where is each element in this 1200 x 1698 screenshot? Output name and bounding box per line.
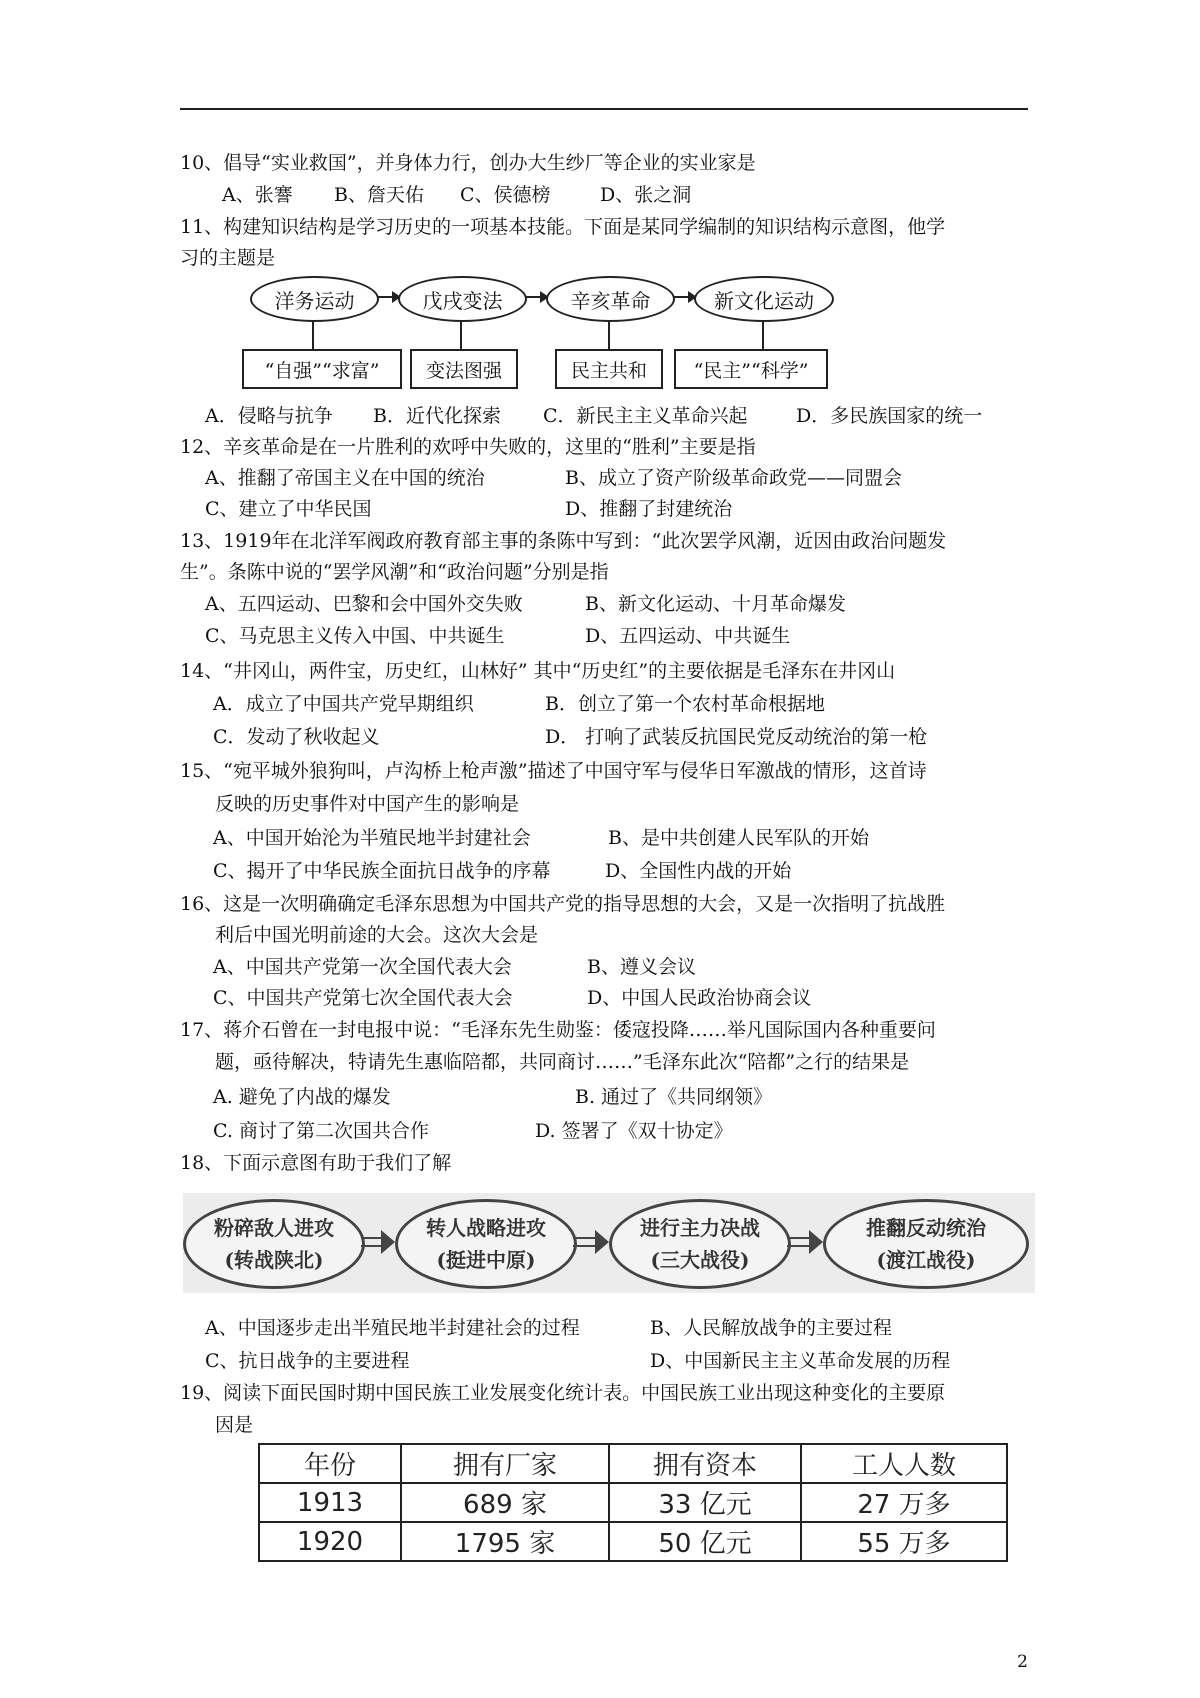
q17-option-d: D. 签署了《双十协定》 <box>535 1120 733 1142</box>
question-11-text-cont: 习的主题是 <box>180 247 276 269</box>
q14-option-a: A．成立了中国共产党早期组织 <box>213 693 474 715</box>
question-16-text: 16、这是一次明确确定毛泽东思想为中国共产党的指导思想的大会，又是一次指明了抗战胜 <box>180 893 946 915</box>
table-header-cell: 工人人数 <box>801 1444 1007 1483</box>
table-cell: 33 亿元 <box>609 1483 801 1522</box>
q14-option-d: D． 打响了武装反抗国民党反动统治的第一枪 <box>545 726 928 748</box>
table-row <box>259 1483 1007 1522</box>
diagram1-connector-3 <box>608 320 610 349</box>
question-11-text: 11、构建知识结构是学习历史的一项基本技能。下面是某同学编制的知识结构示意图，他学 <box>180 216 946 238</box>
diagram1-connector-4 <box>762 320 764 349</box>
diagram1-arrow-3 <box>673 296 695 298</box>
question-15-text: 15、“宛平城外狼狗叫，卢沟桥上枪声激”描述了中国守军与侵华日军激战的情形，这首诗 <box>180 760 927 782</box>
q13-option-d: D、五四运动、中共诞生 <box>585 625 791 647</box>
q12-option-d: D、推翻了封建统治 <box>565 498 733 520</box>
diagram1-box-3: 民主共和 <box>555 349 663 389</box>
table-cell: 55 万多 <box>801 1522 1007 1561</box>
table-cell: 50 亿元 <box>609 1522 801 1561</box>
diagram1-connector-1 <box>312 320 314 349</box>
q18-option-a: A、中国逐步走出半殖民地半封建社会的过程 <box>205 1317 580 1339</box>
q16-option-a: A、中国共产党第一次全国代表大会 <box>213 956 512 978</box>
table-cell: 1920 <box>259 1522 401 1561</box>
q14-option-b: B．创立了第一个农村革命根据地 <box>545 693 825 715</box>
q13-option-a: A、五四运动、巴黎和会中国外交失败 <box>205 593 523 615</box>
q15-option-c: C、揭开了中华民族全面抗日战争的序幕 <box>213 860 551 882</box>
diagram2-stage-2-sub: (挺进中原) <box>436 1248 536 1272</box>
table-cell: 1913 <box>259 1483 401 1522</box>
q13-option-c: C、马克思主义传入中国、中共诞生 <box>205 625 505 647</box>
table-header-cell: 拥有资本 <box>609 1444 801 1483</box>
table-row <box>259 1522 1007 1561</box>
diagram2-stage-2-main: 转人战略进攻 <box>426 1216 546 1240</box>
industry-statistics-table <box>258 1443 1008 1562</box>
diagram1-box-4: “民主”“科学” <box>674 349 828 389</box>
q11-option-d: D．多民族国家的统一 <box>796 405 983 427</box>
question-17-text-cont: 题，亟待解决，特请先生惠临陪都，共同商讨……”毛泽东此次“陪都”之行的结果是 <box>215 1051 910 1073</box>
question-19-text: 19、阅读下面民国时期中国民族工业发展变化统计表。中国民族工业出现这种变化的主要原 <box>180 1382 946 1404</box>
question-14-text: 14、“井冈山，两件宝，历史红，山林好” 其中“历史红”的主要依据是毛泽东在井冈山 <box>180 660 896 682</box>
question-19-text-cont: 因是 <box>215 1414 254 1436</box>
q10-option-a: A、张謇 <box>222 184 293 206</box>
diagram2-stage-4-sub: (渡江战役) <box>876 1248 976 1272</box>
q16-option-d: D、中国人民政治协商会议 <box>587 987 812 1009</box>
diagram1-arrow-1 <box>377 296 399 298</box>
q17-option-b: B. 通过了《共同纲领》 <box>575 1086 773 1108</box>
q14-option-c: C．发动了秋收起义 <box>213 726 380 748</box>
q15-option-b: B、是中共创建人民军队的开始 <box>608 827 869 849</box>
q18-option-d: D、中国新民主主义革命发展的历程 <box>650 1350 951 1372</box>
diagram1-stage-4: 新文化运动 <box>694 276 834 322</box>
q17-option-a: A. 避免了内战的爆发 <box>213 1086 391 1108</box>
page-number: 2 <box>1017 1652 1028 1672</box>
table-header-cell: 年份 <box>259 1444 401 1483</box>
diagram1-stage-2: 戊戌变法 <box>398 276 527 322</box>
question-15-text-cont: 反映的历史事件对中国产生的影响是 <box>215 793 520 815</box>
q16-option-b: B、遵义会议 <box>587 956 696 978</box>
diagram2-stage-4 <box>823 1199 1029 1289</box>
diagram2-arrow-2 <box>573 1237 609 1247</box>
header-rule <box>180 108 1028 110</box>
diagram1-box-2: 变法图强 <box>410 349 518 389</box>
table-cell: 27 万多 <box>801 1483 1007 1522</box>
diagram2-arrow-3 <box>787 1237 823 1247</box>
question-10-text: 10、倡导“实业救国”，并身体力行，创办大生纱厂等企业的实业家是 <box>180 152 756 174</box>
q18-option-c: C、抗日战争的主要进程 <box>205 1350 410 1372</box>
question-13-text-cont: 生”。条陈中说的“罢学风潮”和“政治问题”分别是指 <box>180 561 609 583</box>
q11-option-a: A．侵略与抗争 <box>205 405 333 427</box>
q15-option-a: A、中国开始沦为半殖民地半封建社会 <box>213 827 531 849</box>
q10-option-d: D、张之洞 <box>600 184 692 206</box>
diagram1-stage-3: 辛亥革命 <box>546 276 675 322</box>
table-cell: 1795 家 <box>401 1522 609 1561</box>
diagram1-arrow-2 <box>525 296 547 298</box>
diagram1-connector-2 <box>460 320 462 349</box>
q16-option-c: C、中国共产党第七次全国代表大会 <box>213 987 513 1009</box>
table-header-cell: 拥有厂家 <box>401 1444 609 1483</box>
question-13-text: 13、1919年在北洋军阀政府教育部主事的条陈中写到：“此次罢学风潮，近因由政治问题发 <box>180 530 947 552</box>
q12-option-b: B、成立了资产阶级革命政党——同盟会 <box>565 467 902 489</box>
diagram2-stage-3-main: 进行主力决战 <box>640 1216 760 1240</box>
q12-option-a: A、推翻了帝国主义在中国的统治 <box>205 467 485 489</box>
q11-option-b: B．近代化探索 <box>373 405 501 427</box>
diagram2-stage-4-main: 推翻反动统治 <box>866 1216 986 1240</box>
question-18-text: 18、下面示意图有助于我们了解 <box>180 1152 452 1174</box>
q17-option-c: C. 商讨了第二次国共合作 <box>213 1120 429 1142</box>
diagram2-stage-2 <box>395 1199 577 1289</box>
question-12-text: 12、辛亥革命是在一片胜利的欢呼中失败的，这里的“胜利”主要是指 <box>180 436 756 458</box>
q13-option-b: B、新文化运动、十月革命爆发 <box>585 593 846 615</box>
q18-option-b: B、人民解放战争的主要过程 <box>650 1317 892 1339</box>
q12-option-c: C、建立了中华民国 <box>205 498 372 520</box>
liberation-war-diagram <box>183 1193 1035 1293</box>
knowledge-structure-diagram <box>250 272 830 392</box>
diagram2-arrow-1 <box>361 1237 395 1247</box>
diagram2-stage-3 <box>609 1199 791 1289</box>
diagram2-stage-1-sub: (转战陕北) <box>224 1248 324 1272</box>
diagram1-stage-1: 洋务运动 <box>250 276 379 322</box>
q10-option-c: C、侯德榜 <box>460 184 551 206</box>
table-cell: 689 家 <box>401 1483 609 1522</box>
diagram2-stage-1 <box>183 1199 365 1289</box>
diagram1-box-1: “自强”“求富” <box>242 349 402 389</box>
q10-option-b: B、詹天佑 <box>334 184 424 206</box>
table-header-row <box>259 1444 1007 1483</box>
diagram2-stage-1-main: 粉碎敌人进攻 <box>214 1216 334 1240</box>
q11-option-c: C．新民主主义革命兴起 <box>543 405 748 427</box>
question-16-text-cont: 利后中国光明前途的大会。这次大会是 <box>215 924 539 946</box>
diagram2-stage-3-sub: (三大战役) <box>650 1248 750 1272</box>
question-17-text: 17、蒋介石曾在一封电报中说：“毛泽东先生勋鉴：倭寇投降……举凡国际国内各种重要问 <box>180 1019 936 1041</box>
q15-option-d: D、全国性内战的开始 <box>605 860 792 882</box>
